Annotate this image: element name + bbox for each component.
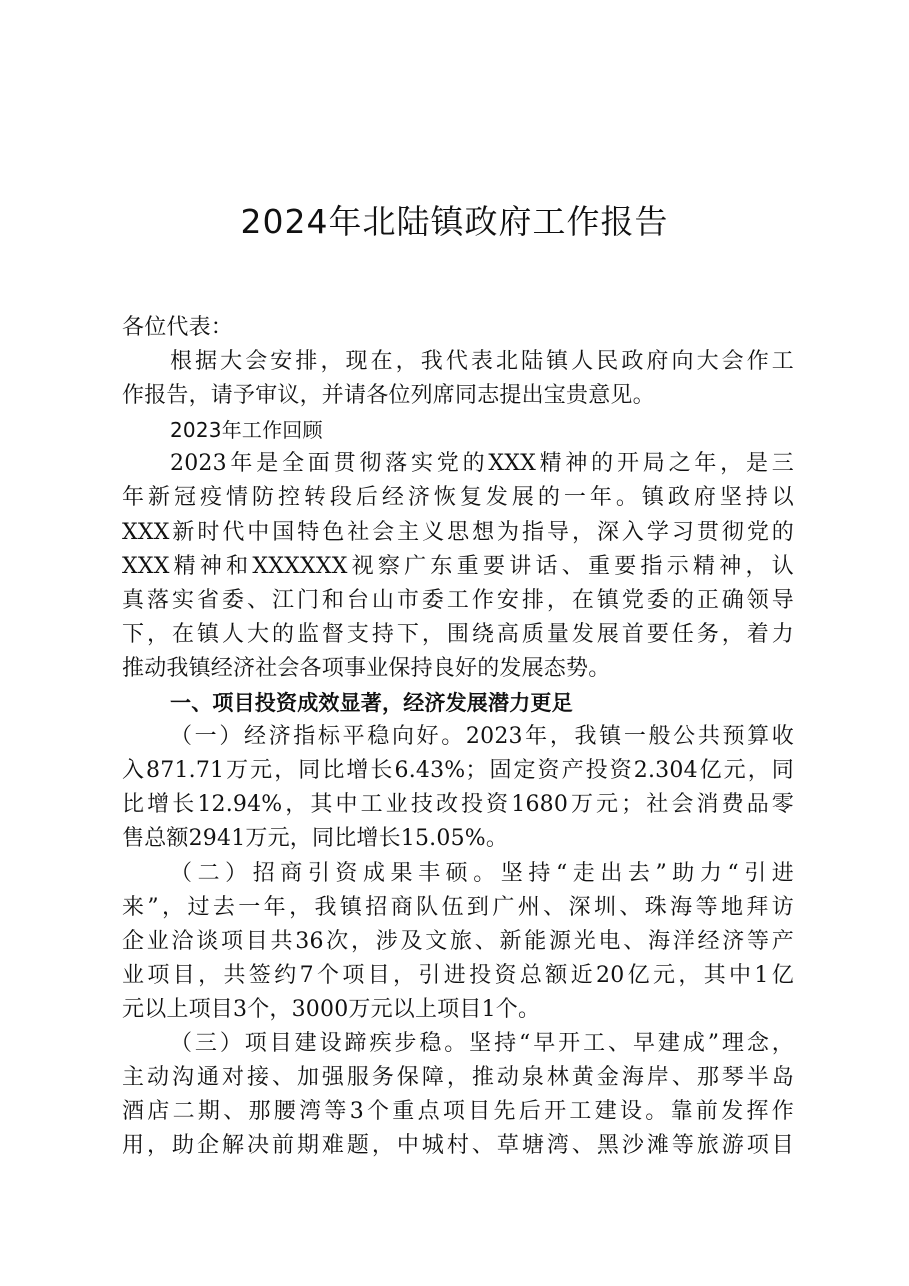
paragraph-line: 业项目，共签约7个项目，引进投资总额近20亿元，其中1亿: [122, 962, 794, 988]
paragraph-line: 酒店二期、那腰湾等3个重点项目先后开工建设。靠前发挥作: [122, 1099, 794, 1125]
paragraph-line: 来”，过去一年，我镇招商队伍到广州、深圳、珠海等地拜访: [122, 894, 794, 920]
section-heading: 2023年工作回顾: [170, 418, 323, 443]
paragraph-line: 年新冠疫情防控转段后经济恢复发展的一年。镇政府坚持以: [122, 485, 794, 511]
document-body: [122, 311, 794, 1163]
paragraph-line: XXX精神和XXXXXX视察广东重要讲话、重要指示精神，认: [122, 553, 794, 579]
paragraph-line: 2023年是全面贯彻落实党的XXX精神的开局之年，是三: [170, 451, 794, 477]
section-heading: 一、项目投资成效显著，经济发展潜力更足: [170, 691, 573, 716]
paragraph-line: （一）经济指标平稳向好。2023年，我镇一般公共预算收: [170, 724, 794, 750]
paragraph-line: XXX新时代中国特色社会主义思想为指导，深入学习贯彻党的: [122, 519, 794, 545]
paragraph-line: 入871.71万元，同比增长6.43%；固定资产投资2.304亿元，同: [122, 758, 794, 784]
document-title: 2024年北陆镇政府工作报告: [240, 202, 669, 241]
paragraph-line: 元以上项目3个，3000万元以上项目1个。: [122, 996, 541, 1022]
paragraph-line: 下，在镇人大的监督支持下，围绕高质量发展首要任务，着力: [122, 621, 794, 647]
paragraph-line: 企业洽谈项目共36次，涉及文旅、新能源光电、海洋经济等产: [122, 928, 794, 954]
paragraph-line: 售总额2941万元，同比增长15.05%。: [122, 826, 509, 852]
paragraph-line: （二）招商引资成果丰硕。坚持“走出去”助力“引进: [170, 860, 794, 886]
salutation: 各位代表：: [122, 315, 234, 340]
paragraph-line: 比增长12.94%，其中工业技改投资1680万元；社会消费品零: [122, 792, 794, 818]
intro-line: 根据大会安排，现在，我代表北陆镇人民政府向大会作工: [170, 349, 794, 375]
intro-line: 作报告，请予审议，并请各位列席同志提出宝贵意见。: [122, 383, 655, 409]
paragraph-line: 用，助企解决前期难题，中城村、草塘湾、黑沙滩等旅游项目: [122, 1133, 794, 1159]
paragraph-line: 主动沟通对接、加强服务保障，推动泉林黄金海岸、那琴半岛: [122, 1065, 794, 1091]
paragraph-line: 真落实省委、江门和台山市委工作安排，在镇党委的正确领导: [122, 587, 794, 613]
paragraph-line: 推动我镇经济社会各项事业保持良好的发展态势。: [122, 655, 611, 681]
paragraph-line: （三）项目建设蹄疾步稳。坚持“早开工、早建成”理念，: [170, 1030, 794, 1056]
